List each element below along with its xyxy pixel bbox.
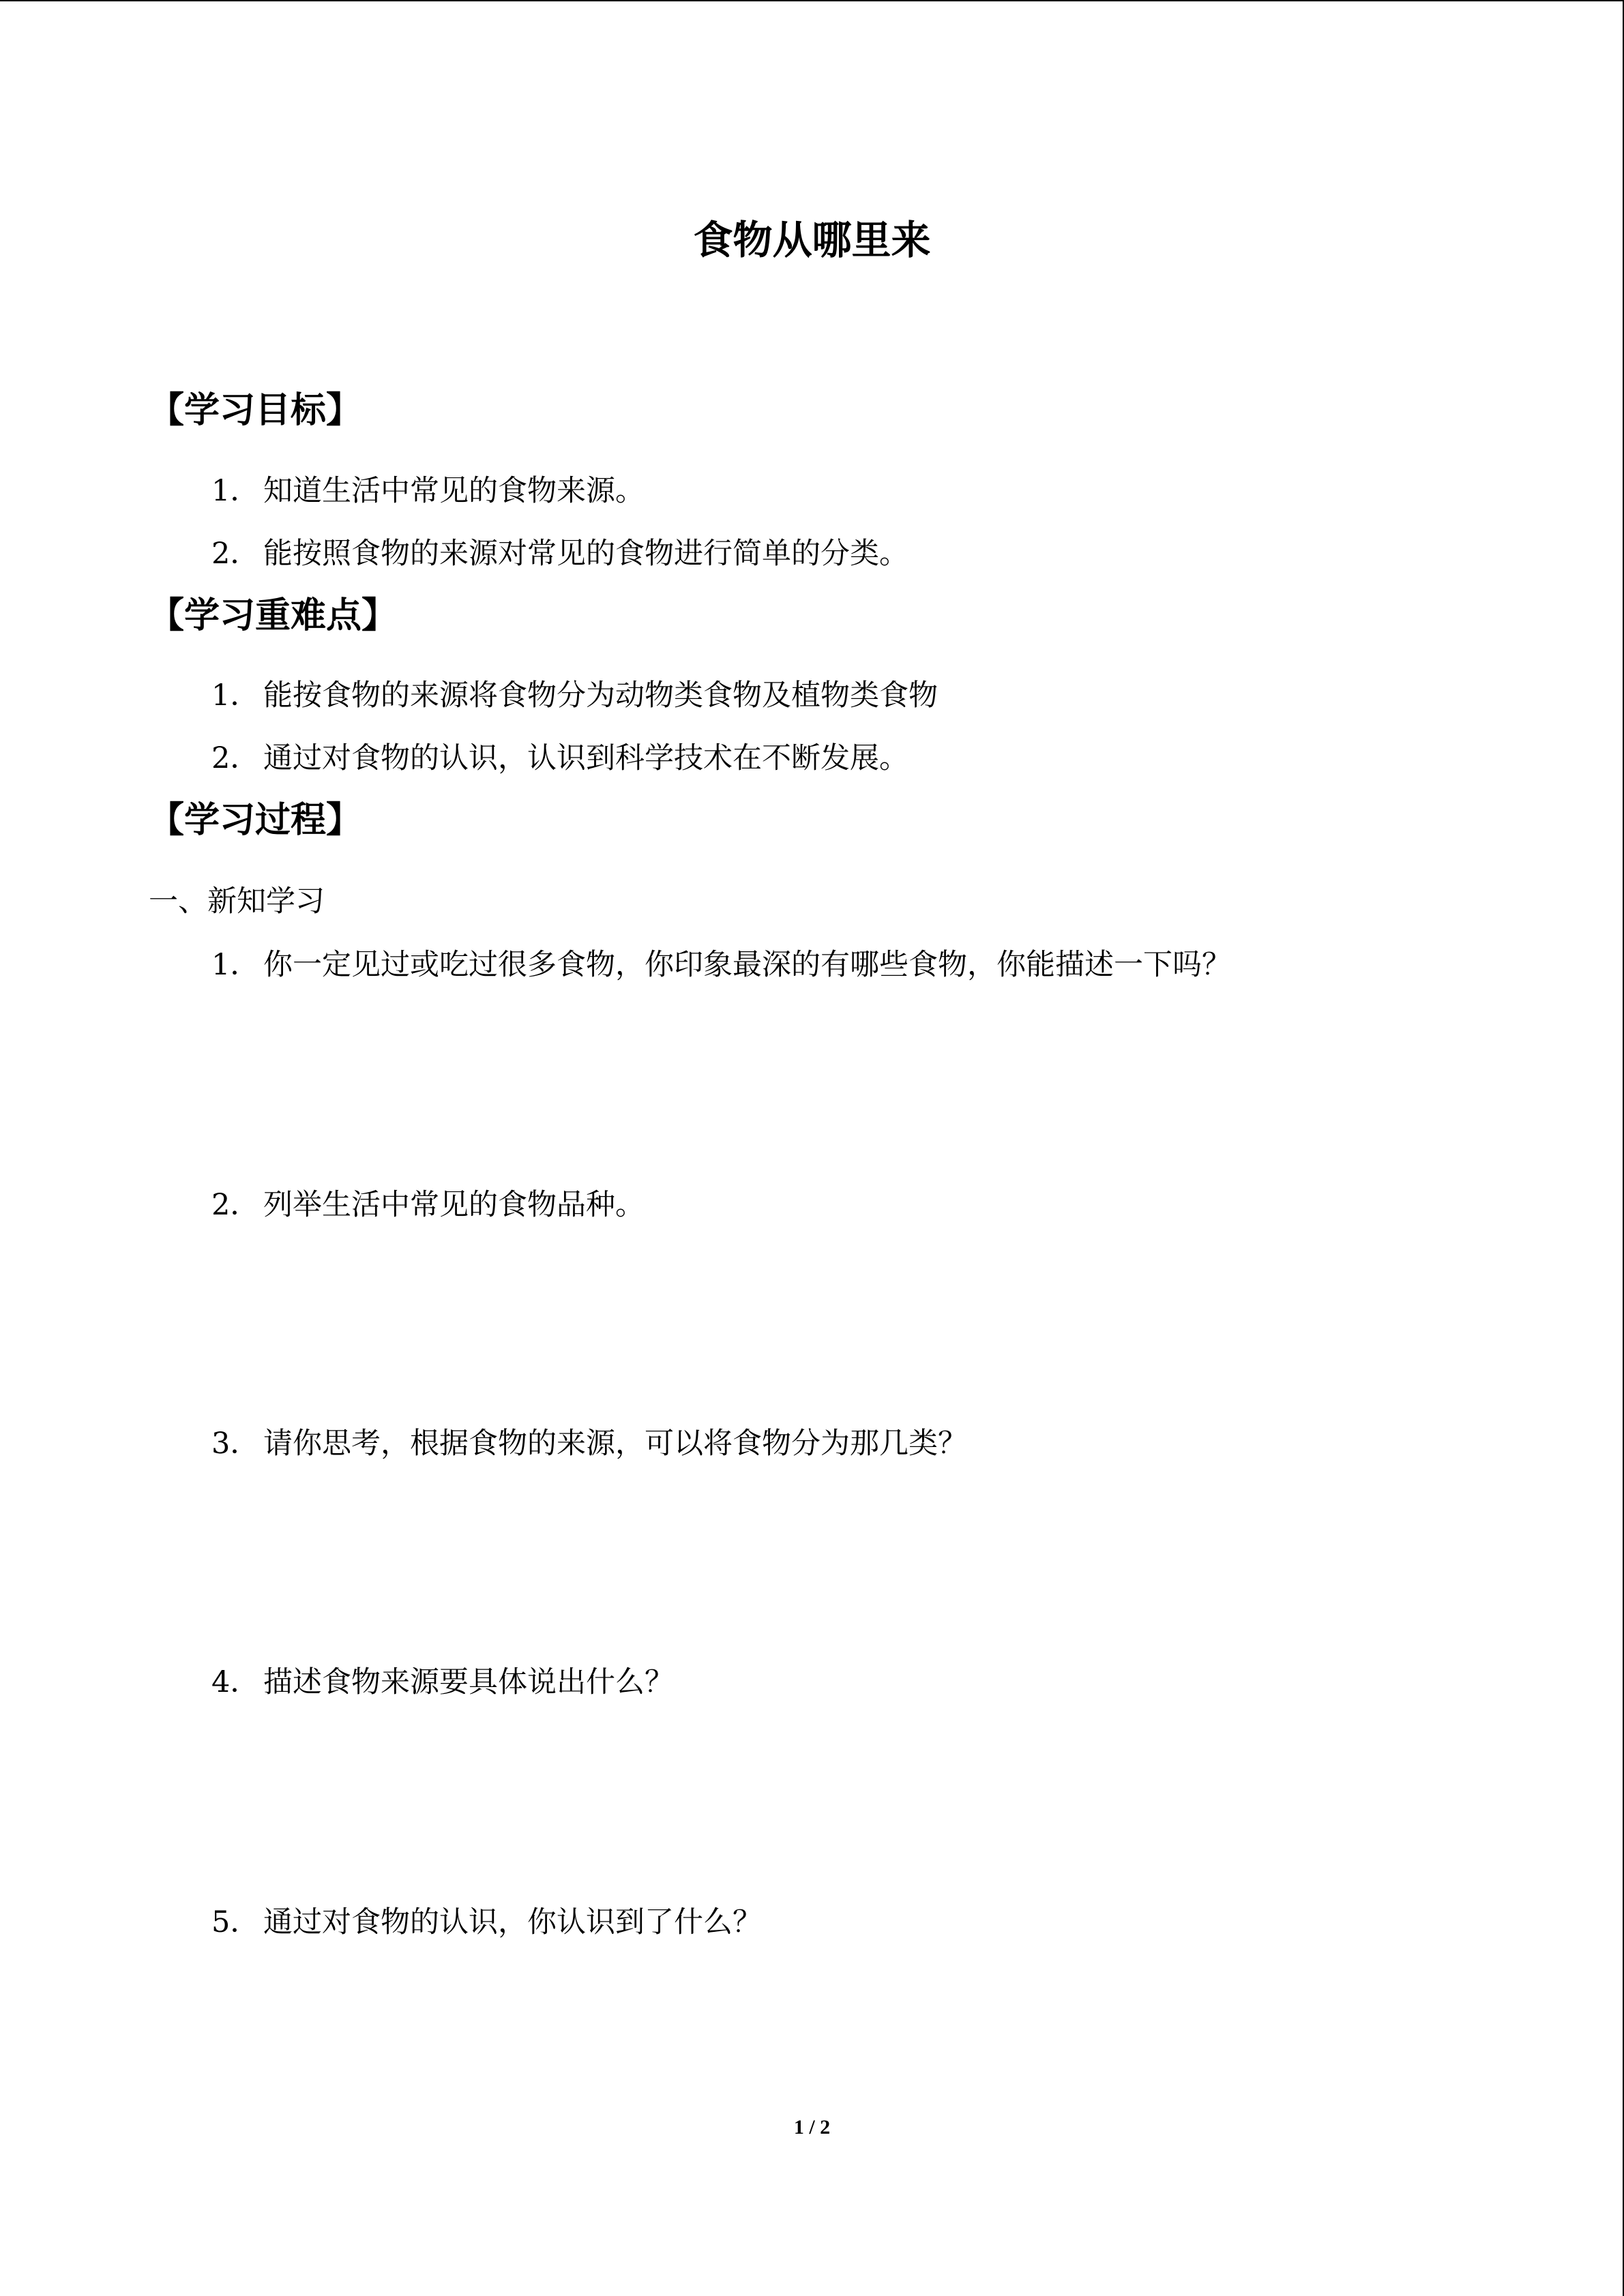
- section-heading-key-points: 【学习重难点】: [149, 595, 398, 636]
- item-number: 4．: [211, 1665, 260, 1699]
- item-text: 请你思考，根据食物的来源，可以将食物分为那几类？: [263, 1427, 967, 1461]
- item-number: 1．: [211, 679, 260, 713]
- page-number: 1 / 2: [793, 2116, 831, 2138]
- document-title: 食物从哪里来: [693, 217, 931, 263]
- item-text: 描述食物来源要具体说出什么？: [263, 1665, 674, 1699]
- key-point-item: [211, 675, 938, 716]
- section-heading-objectives: 【学习目标】: [149, 389, 362, 431]
- item-text: 通过对食物的认识，认识到科学技术在不断发展。: [263, 741, 909, 775]
- item-number: 2．: [211, 741, 260, 775]
- item-number: 1．: [211, 474, 260, 508]
- item-number: 3．: [211, 1427, 260, 1461]
- question-item: [211, 944, 1231, 985]
- question-item: [211, 1423, 967, 1464]
- item-text: 能按照食物的来源对常见的食物进行简单的分类。: [263, 537, 909, 571]
- item-number: 1．: [211, 948, 260, 982]
- objective-item: [211, 471, 645, 511]
- key-point-item: [211, 738, 909, 779]
- section-heading-process: 【学习过程】: [149, 799, 362, 841]
- question-item: [211, 1902, 762, 1943]
- item-number: 2．: [211, 1188, 260, 1222]
- question-item: [211, 1184, 645, 1225]
- question-item: [211, 1662, 674, 1703]
- item-text: 列举生活中常见的食物品种。: [263, 1188, 645, 1222]
- item-text: 通过对食物的认识，你认识到了什么？: [263, 1905, 762, 1939]
- subsection-title: 一、新知学习: [149, 884, 325, 919]
- item-number: 5．: [211, 1905, 260, 1939]
- objective-item: [211, 533, 909, 574]
- item-text: 能按食物的来源将食物分为动物类食物及植物类食物: [263, 679, 938, 713]
- item-text: 你一定见过或吃过很多食物，你印象最深的有哪些食物，你能描述一下吗？: [263, 948, 1231, 982]
- item-text: 知道生活中常见的食物来源。: [263, 474, 645, 508]
- item-number: 2．: [211, 537, 260, 571]
